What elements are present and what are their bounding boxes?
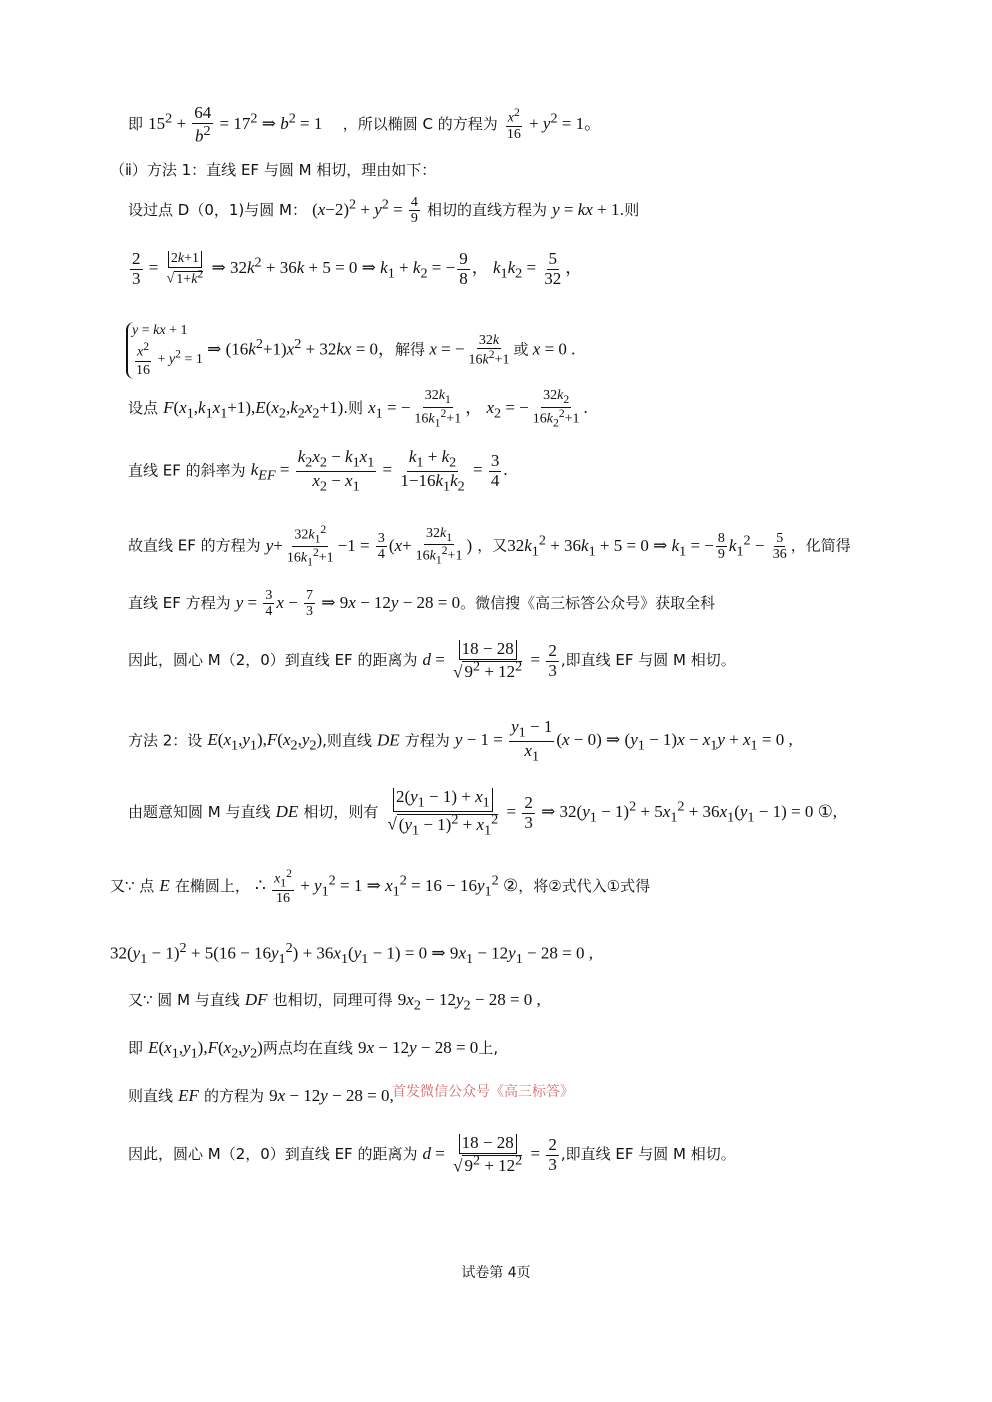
line-10: 因此，圆心 M（2，0）到直线 EF 的距离为 d = $\frac{18 - 28}{√ 9^2 + 12^2}$ = $\frac{2}{3}$ ,即直线 EF 与圆 M 相切。 (128, 639, 736, 682)
line-18: 因此，圆心 M（2，0）到直线 EF 的距离为 d = $\frac{18 - 28}{√ 9^2 + 12^2}$ = $\frac{2}{3}$ ,即直线 EF 与圆 M 相切。 (128, 1133, 736, 1176)
line-9: 直线 EF 方程为 y = $\frac{3}{4}$ x − $\frac{7}{3}$ ⇒ 9x − 12y − 28 = 0。微信搜《高三标答公众号》获取全科 (128, 588, 716, 620)
line-5: y = kx + 1 $\frac{x^2}{16}$ + $y^2 = 1$ ⇒ $(16k^2+1)x^2 + 32kx = 0$，解得 x = − $\frac{32k}{16k^2+1}$ 或 x = 0 . (126, 322, 575, 379)
line-4: $\frac{2}{3}$ = $\frac{2k+1}{√ 1+k^2}$ ⇒ $32k^2 + 36k + 5 = 0$ ⇒ $k_1 + k_2$ = − $\frac{9}{8}$ ， $k_1k_2$ = $\frac{5}{32}$ ， (132, 249, 583, 288)
line-3: 设过点 D（0，1)与圆 M： $(x-2)^2 + y^2$ = $\frac{4}{9}$ 相切的直线方程为 y = kx + 1.则 (128, 195, 640, 227)
line-12: 由题意知圆 M 与直线 DE 相切，则有 $\frac{2(y_1 - 1) + x_1}{√ (y_1 - 1)^2 + x_1^2}$ = $\frac{2}{3}$ ⇒ $32(y_1 - 1)^2 + 5x_1^2 + 36x_1(y_1 - 1) = 0$ ①, (128, 787, 838, 839)
line-17: 则直线 EF 的方程为 9x − 12y − 28 = 0, (128, 1086, 394, 1105)
line-14: $32(y_1 - 1)^2 + 5(16 - 16y_1^2) + 36x_1(y_1 - 1) = 0$ ⇒ $9x_1 - 12y_1 - 28 = 0$ , (110, 940, 593, 968)
line-11: 方法 2：设 $E(x_1,y_1),F(x_2,y_2)$,则直线 DE 方程为 y − 1 = $\frac{y_1 - 1}{x_1}$ (x − 0) ⇒ $(y_1 - 1)x - x_1y + x_1 = 0$ , (128, 717, 793, 765)
line-1: 即 $15^2$ + $\frac{64}{b^2}$ = $17^2$ ⇒ $b^2 = 1$ ，所以椭圆 C 的方程为 $\frac{x^2}{16}$ + $y^2 = 1$。 (128, 103, 602, 146)
line-8: 故直线 EF 的方程为 y+ $\frac{32k_1^2}{16k_1^2+1}$ −1 = $\frac{3}{4}$ (x+ $\frac{32k_1}{16k_1^2+1}$ ) ，又$32k_1^2 + 36k_1 + 5 = 0$ ⇒ $k_1$ = − $\frac{8}{9}$ $k_1^2$ − $\frac{5}{36}$ ，化简得 (128, 523, 851, 569)
page-footer: 试卷第 4页 (461, 1265, 531, 1281)
watermark: 首发微信公众号《高三标答》 (392, 1084, 574, 1100)
line-13: 又∵ 点 E 在椭圆上， ∴ $\frac{x_1^2}{16}$ + $y_1^2 = 1$ ⇒ $x_1^2 = 16 - 16y_1^2$ ②，将②式代入①式得 (110, 867, 651, 907)
line-2: （ⅱ）方法 1：直线 EF 与圆 M 相切，理由如下： (110, 161, 437, 179)
line-16: 即 $E(x_1,y_1),F(x_2,y_2)$两点均在直线 9x − 12y − 28 = 0上, (128, 1038, 499, 1062)
line-6: 设点 $F(x_1,k_1x_1+1),E(x_2,k_2x_2+1)$.则 $x_1$ = − $\frac{32k_1}{16k_1^2+1}$ ， $x_2$ = − $\frac{32k_2}{16k_2^2+1}$ . (128, 388, 588, 430)
line-7: 直线 EF 的斜率为 $k_{EF}$ = $\frac{k_2x_2 - k_1x_1}{x_2 - x_1}$ = $\frac{k_1 + k_2}{1-16k_1k_2}$ = $\frac{3}{4}$ . (128, 447, 508, 495)
line-15: 又∵ 圆 M 与直线 DF 也相切，同理可得 $9x_2 - 12y_2 - 28 = 0$ , (128, 990, 541, 1014)
